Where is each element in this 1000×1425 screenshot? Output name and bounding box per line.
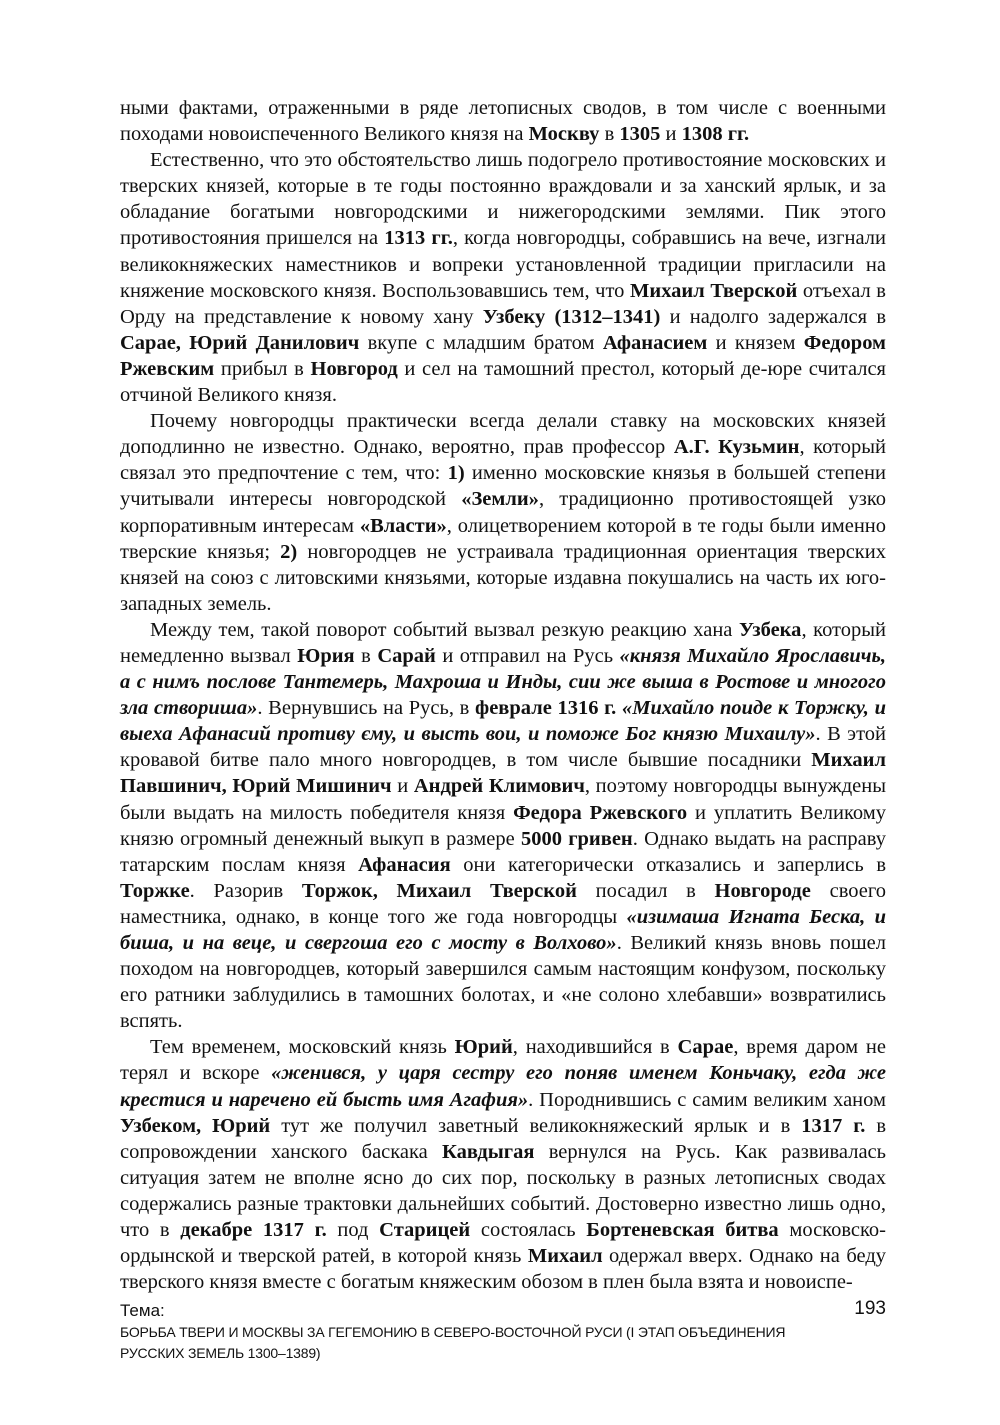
paragraph (120, 147, 886, 408)
text-run: , когда новгородцы, собравшись на вече, изгнали великокняжеских наместников и вопреки установленной традиции пригласили на княжение московского князя. Воспользовавшись тем, что (120, 227, 886, 302)
text-run: в (599, 123, 620, 146)
bold-term: Торжок, Михаил Тверской (301, 879, 577, 902)
chronicle-quote: «Михайло поиде к Торжку, и выеха Афанасий противу єму, и высть вои, и поможе Бог князю Михаилу» (120, 697, 886, 746)
text-run: новгородцев не устраивала традиционная ориентация тверских князей на союз с литовскими князьями, которые издавна покушались на часть их юго-западных земель. (120, 540, 886, 615)
bold-term: Юрий (454, 1036, 513, 1059)
text-run: , находившийся в (512, 1036, 678, 1059)
text-run: , время даром не терял и вскоре (120, 1036, 886, 1085)
paragraph (120, 95, 886, 147)
bold-term: Новгороде (714, 879, 811, 902)
chronicle-quote: «женився, у царя сестру его поняв именем Коньчаку, егда же крестися и наречено ей бысть имя Агафия» (120, 1062, 886, 1111)
footer-topic-line-2: РУССКИХ ЗЕМЕЛЬ 1300–1389) (120, 1345, 321, 1361)
text-run: , поэтому новгородцы вынуждены были выдать на милость победителя князя (120, 775, 886, 824)
bold-term: 1305 (619, 123, 661, 146)
text-run: Естественно, что это обстоятельство лишь подогрело противостояние московских и тверских князей, которые в те годы постоянно враждовали и за ханский ярлык, и за обладание богатыми новгородскими и нижегородскими землями. Пик этого противостояния пришелся на (120, 149, 886, 250)
text-run: Между тем, такой поворот событий вызвал резкую реакцию хана (150, 618, 739, 641)
text-run: в (354, 644, 378, 667)
text-run: , который связал это предпочтение с тем, что: (120, 436, 886, 485)
text-run: и (660, 123, 682, 146)
bold-term: 5000 гривен (520, 827, 633, 850)
bold-term: Москву (528, 123, 600, 146)
text-run: . Породнившись с самим великим ханом (528, 1088, 886, 1111)
bold-term: 2) (280, 540, 298, 563)
text-run: они категорически отказались и заперлись в (450, 853, 886, 876)
bold-term: Федора Ржевского (513, 801, 688, 824)
text-run: отъехал в Орду на представление к новому хану (120, 279, 886, 328)
bold-term: Юрия (297, 644, 355, 667)
bold-term: Михаил Тверской (630, 279, 798, 302)
bold-term: 1313 гг. (384, 227, 453, 250)
bold-term: Сарай (377, 644, 436, 667)
text-run: Почему новгородцы практически всегда делали ставку на московских князей доподлинно не известно. Однако, вероятно, прав профессор (120, 410, 886, 459)
page-body (120, 95, 886, 1295)
text-run: и сел на тамошний престол, который де-юре считался отчиной Великого князя. (120, 357, 886, 407)
bold-term: Кавдыгая (442, 1140, 535, 1163)
text-run: и (391, 775, 414, 798)
bold-term: Афанасием (602, 331, 708, 354)
text-run: , олицетворением которой в те годы были именно тверские князья; (120, 514, 887, 563)
text-run: и отправил на Русь (435, 644, 620, 667)
text-run: . Великий князь вновь пошел походом на новгородцев, который завершился самым настоящим конфузом, поскольку его ратники заблудились в тамошних болотах, и «не солоно хлебавши» возвратились вспять. (120, 932, 887, 1033)
chronicle-quote: «князя Михайло Ярославичь, а с нимъ послове Тантемерь, Махроша и Инды, сии же выша в Ростове и многого зла створиша» (120, 644, 886, 720)
text-run: вкупе с младшим братом (359, 331, 603, 354)
text-run: московско-ордынской и тверской ратей, в которой князь (120, 1219, 887, 1268)
text-run: и надолго задержался в (660, 305, 887, 328)
bold-term: Михаил Павшинич, Юрий Мишинич (120, 749, 886, 798)
bold-term: Андрей Климович (413, 775, 585, 798)
text-run: состоялась (470, 1219, 587, 1242)
paragraph (120, 1034, 886, 1295)
bold-term: Михаил (527, 1245, 603, 1268)
bold-term: «Власти» (359, 514, 447, 537)
bold-term: Торжке (120, 879, 190, 902)
bold-term: А.Г. Кузьмин (673, 436, 800, 459)
text-run: посадил в (576, 879, 715, 902)
paragraph (120, 617, 886, 1035)
bold-term: Афанасия (358, 853, 451, 876)
text-run: вернулся на Русь. Как развивалась ситуация затем не вполне ясно до сих пор, поскольку в разных летописных сводах содержались разные трактовки дальнейших событий. Достоверно известно лишь одно, что в (120, 1140, 886, 1242)
text-run: в сопровождении ханского баскака (120, 1114, 886, 1163)
text-run: . Вернувшись на Русь, в (257, 697, 476, 720)
text-run: и князем (707, 331, 804, 354)
text-run: , традиционно противостоящей узко корпоративным интересам (120, 488, 886, 537)
bold-term: 1) (447, 462, 465, 485)
bold-term: Узбеком, Юрий (120, 1114, 271, 1137)
bold-term: 1317 г. (801, 1114, 866, 1137)
text-run: одержал вверх. Однако на беду тверского князя вместе с богатым княжеским обозом в плен была взята и новоиспе- (120, 1245, 887, 1294)
paragraph (120, 408, 886, 617)
text-run: и уплатить Великому князю огромный денежный выкуп в размере (120, 801, 887, 850)
bold-term: Узбека (739, 618, 802, 641)
page-number: 193 (854, 1298, 886, 1319)
bold-term: декабре 1317 г. (180, 1219, 327, 1242)
bold-term: Сарае, Юрий Данилович (120, 331, 360, 354)
footer-topic-label: Тема: (120, 1301, 165, 1320)
text-run: своего наместника, однако, в конце того же года новгородцы (120, 879, 886, 928)
text-run: прибыл в (214, 357, 311, 380)
bold-term: Сарае (677, 1036, 734, 1059)
chronicle-quote: «изимаша Игната Беска, и биша, и на веце, и свергоша его с мосту в Волхово» (120, 905, 886, 954)
bold-term: феврале 1316 г. (475, 697, 617, 720)
page-footer (120, 1300, 886, 1364)
text-run: именно московские князья в большей степени учитывали интересы новгородской (120, 462, 886, 511)
bold-term: Узбеку (1312–1341) (482, 305, 661, 328)
bold-term: Старицей (379, 1219, 471, 1242)
text-run: . В этой кровавой битве пало много новгородцев, в том числе бывшие посадники (120, 723, 886, 772)
text-run: , который немедленно вызвал (120, 618, 886, 667)
text-run: Тем временем, московский князь (150, 1036, 455, 1059)
text-run: ными фактами, отраженными в ряде летописных сводов, в том числе с военными походами новоиспеченного Великого князя на (120, 97, 886, 146)
bold-term: 1308 гг. (681, 123, 750, 146)
text-run: тут же получил заветный великокняжеский ярлык и в (270, 1114, 802, 1137)
text-run: . Однако выдать на расправу татарским послам князя (120, 827, 886, 876)
bold-term: Бортеневская битва (586, 1219, 779, 1242)
bold-term: Федором Ржевским (120, 331, 887, 380)
footer-topic-line-1: БОРЬБА ТВЕРИ И МОСКВЫ ЗА ГЕГЕМОНИЮ В СЕВЕРО-ВОСТОЧНОЙ РУСИ (I ЭТАП ОБЪЕДИНЕНИЯ (120, 1324, 786, 1340)
text-run: под (326, 1219, 380, 1242)
bold-term: «Земли» (461, 488, 539, 511)
bold-term: Новгород (310, 357, 398, 380)
text-run: . Разорив (189, 879, 302, 902)
